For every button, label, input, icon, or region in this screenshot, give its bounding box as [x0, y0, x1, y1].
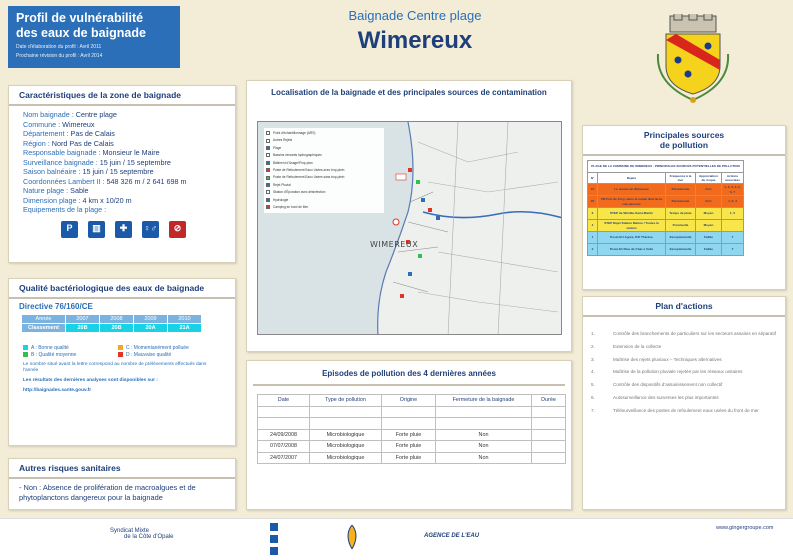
carac-row: Dimension plage : 4 km x 10/20 m [23, 195, 132, 205]
map-legend-item: Rejet Pluvial [266, 182, 382, 189]
table-row [588, 244, 744, 256]
table-row [258, 418, 566, 430]
year-cell: 2010 [168, 315, 202, 324]
table-cell: Fort [696, 196, 722, 208]
map-legend-item: Poste de Refoulement Eaux Usées avec trop-plein [266, 167, 382, 174]
column-header: Fermeture de la baignade [436, 395, 532, 407]
logo-agence-eau: AGENCE DE L'EAU [424, 533, 480, 539]
annee-header: Année [22, 315, 66, 324]
carac-row: Saison balnéaire : 15 juin / 15 septembre [23, 167, 154, 176]
map[interactable] [257, 121, 562, 335]
table-cell: Le réseau de Wimereux [598, 184, 666, 196]
table-cell [436, 406, 532, 418]
list-item-number: 3. [591, 356, 595, 362]
list-item [591, 395, 777, 401]
class-cell: 20A [134, 324, 168, 333]
table-cell: Microbiologique [310, 452, 382, 464]
table-cell: STEP de Wimille-Saint-Martin [598, 208, 666, 220]
table-cell: Fort [696, 184, 722, 196]
list-item [591, 331, 777, 337]
table-cell: Microbiologique [310, 441, 382, 453]
table-header-row [588, 173, 744, 184]
table-cell [382, 406, 436, 418]
map-legend-swatch [266, 183, 270, 187]
map-legend-swatch [266, 168, 270, 172]
legend-swatch [118, 352, 123, 357]
map-legend-swatch [266, 153, 270, 157]
list-item [591, 369, 777, 375]
list-item-number: 4. [591, 369, 595, 375]
date-revision: Prochaine révision du profil : Avril 2014 [16, 53, 103, 59]
list-item [591, 382, 777, 388]
table-cell: 1, 2, 3, 4, 5, 6, 7 [722, 184, 744, 196]
carac-row: Responsable baignade : Monsieur le Maire [23, 148, 160, 157]
page-subtitle: Baignade Centre plage [348, 8, 482, 23]
table-cell: 4 [588, 220, 598, 232]
date-elaboration: Date d'élaboration du profil : Avril 2011 [16, 44, 102, 50]
table-row [588, 196, 744, 208]
table-cell [258, 406, 310, 418]
legend-item: C : Momentanément polluée [118, 345, 213, 352]
table-cell [382, 418, 436, 430]
lifeguard-icon: ✚ [115, 221, 132, 238]
table-cell [436, 418, 532, 430]
column-header: Actions associées [722, 173, 744, 184]
qualite-heading: Qualité bactériologique des eaux de baignade [9, 279, 235, 299]
table-cell: Temps de pluie [666, 208, 696, 220]
sources-heading: Principales sources de pollution [583, 126, 785, 156]
column-header: Appréciation du risque [696, 173, 722, 184]
list-item [591, 408, 777, 414]
table-cell: 1, 3, 4 [722, 196, 744, 208]
classement-header: Classement [22, 324, 66, 333]
table-cell: 24 [588, 184, 598, 196]
table-cell: Ponctuelle [666, 220, 696, 232]
table-cell [532, 441, 566, 453]
table-cell: 24/07/2007 [258, 452, 310, 464]
table-cell: Exceptionnelle [666, 232, 696, 244]
sources-panel [582, 125, 786, 290]
table-cell: 2 [588, 244, 598, 256]
map-legend-item: Bâtiment d'Usage/Prop.plan [266, 160, 382, 167]
map-legend [264, 128, 384, 213]
logo-stripes-icon [270, 523, 278, 555]
map-legend-item: Autres Rejets [266, 137, 382, 144]
legend-swatch [23, 345, 28, 350]
legend-swatch [23, 352, 28, 357]
table-cell: Faible [696, 232, 722, 244]
table-cell [532, 429, 566, 441]
table-cell [310, 406, 382, 418]
equipements-icons [23, 221, 221, 238]
table-cell [532, 406, 566, 418]
table-cell: 6 [588, 208, 598, 220]
list-item-number: 5. [591, 382, 595, 388]
note-prelevements: Le nombre situé avant la lettre correspond au nombre de prélèvements effectués dans l'année [23, 362, 207, 373]
list-item-text: Télésurveillance des postes de refoulement eaux usées du front de mer [613, 407, 759, 413]
table-header-row [258, 395, 566, 407]
map-legend-swatch [266, 131, 270, 135]
profile-title-line2: des eaux de baignade [16, 26, 146, 40]
carac-row: Coordonnées Lambert II : 548 326 m / 2 641 698 m [23, 176, 187, 186]
column-header: Type de pollution [310, 395, 382, 407]
column-header: N° [588, 173, 598, 184]
no-dogs-icon: ⊘ [169, 221, 186, 238]
list-item-number: 6. [591, 394, 595, 400]
qualite-panel [8, 278, 236, 446]
table-cell: Poste EU Rue de Char a Voile [598, 244, 666, 256]
table-cell [258, 418, 310, 430]
map-legend-item: Point d'échantillonnage (ARS) [266, 130, 382, 137]
map-legend-swatch [266, 176, 270, 180]
plan-list [583, 317, 785, 414]
table-cell: Non [436, 429, 532, 441]
table-cell: Permanente [666, 184, 696, 196]
note-resultats: Les résultats des dernières analyses sont disponibles sur : [23, 378, 158, 383]
table-cell: 1 [588, 232, 598, 244]
shower-icon: ▥ [88, 221, 105, 238]
map-legend-item: Poste de Refoulement Eaux Usées sans trop-plein [266, 174, 382, 181]
list-item-number: 7. [591, 407, 595, 413]
map-place-label: WIMEREUX [370, 240, 419, 249]
list-item [591, 344, 777, 350]
table-cell: Moyen [696, 208, 722, 220]
table-cell: Poste EU Agora, Pdf Thérèse [598, 232, 666, 244]
table-cell: Forte pluie [382, 429, 436, 441]
map-legend-item: Hydrologie [266, 197, 382, 204]
table-cell: Exceptionnelle [666, 244, 696, 256]
table-cell: Forte pluie [382, 441, 436, 453]
carac-row: Département : Pas de Calais [23, 129, 115, 138]
list-item-text: Maîtrise de la pollution pluviale rejetée par les réseaux unitaires [613, 369, 743, 375]
legend-item: D : Mauvaise qualité [118, 352, 213, 359]
carac-row: Commune : Wimereux [23, 119, 95, 129]
carac-row: Surveillance baignade : 15 juin / 15 septembre [23, 157, 171, 167]
list-item-number: 1. [591, 331, 595, 336]
classement-table [21, 314, 202, 333]
table-cell: Non [436, 452, 532, 464]
table-cell: 24/09/2008 [258, 429, 310, 441]
column-header: Fréquence à la mer [666, 173, 696, 184]
table-row [258, 452, 566, 464]
table-cell: 25 [588, 196, 598, 208]
table-cell: PR Fort de Croÿ, dans la moitié Sud de la cité pérenne [598, 196, 666, 208]
list-item-text: Extension de la collecte [613, 343, 662, 349]
column-header: Rejets [598, 173, 666, 184]
footer-url[interactable]: www.gingergroupe.com [716, 525, 774, 531]
map-legend-swatch [266, 146, 270, 150]
table-cell [722, 220, 744, 232]
list-item-text: Contrôle des dispositifs d'assainissement non collectif [613, 382, 723, 388]
map-legend-swatch [266, 205, 270, 209]
quality-legend [23, 345, 235, 358]
table-row [258, 406, 566, 418]
class-cell: 21A [168, 324, 202, 333]
parking-icon: P [61, 221, 78, 238]
profile-title-box [8, 6, 180, 68]
table-row [258, 429, 566, 441]
plan-heading: Plan d'actions [583, 297, 785, 317]
table-cell [310, 418, 382, 430]
coat-of-arms-icon [652, 14, 734, 104]
list-item [591, 357, 777, 363]
map-panel [246, 80, 572, 352]
carac-row: Région : Nord Pas de Calais [23, 138, 114, 148]
map-legend-swatch [266, 139, 270, 143]
table-cell: Non [436, 441, 532, 453]
autres-risques-panel [8, 458, 236, 510]
map-legend-swatch [266, 190, 270, 194]
map-legend-swatch [266, 198, 270, 202]
map-legend-item: Bassins versants hydrographiques [266, 152, 382, 159]
episodes-panel [246, 360, 572, 510]
table-cell [532, 452, 566, 464]
year-cell: 2007 [66, 315, 100, 324]
sources-table-title: PLAGE DE LA COMMUNE DE WIMEREUX - PRINCIPALES SOURCES POTENTIELLES DE POLLUTION [588, 161, 744, 173]
plan-actions-panel [582, 296, 786, 510]
year-cell: 2009 [134, 315, 168, 324]
autres-text: - Non : Absence de prolifération de macroalgues et de phytoplanctons dangereux pour la baignade [19, 483, 196, 502]
table-cell: Forte pluie [382, 452, 436, 464]
column-header: Date [258, 395, 310, 407]
table-cell: Permanente [666, 196, 696, 208]
list-item-number: 2. [591, 343, 595, 349]
map-legend-item: Station d'Épuration avec désinfection [266, 189, 382, 196]
table-cell: 1, 5 [722, 208, 744, 220]
logo-region-icon [344, 525, 360, 549]
footer [0, 518, 793, 560]
episodes-table [257, 394, 566, 464]
sources-table [587, 160, 744, 256]
equipements-label: Equipements de la plage : [23, 205, 107, 214]
autres-heading: Autres risques sanitaires [9, 459, 235, 479]
legend-item: A : Bonne qualité [23, 345, 118, 352]
map-legend-item: Plage [266, 145, 382, 152]
caracteristiques-panel [8, 85, 236, 263]
table-row [588, 220, 744, 232]
table-cell: 7 [722, 244, 744, 256]
carac-row: Nom baignade : Centre plage [23, 110, 117, 119]
list-item-text: Autosurveillance des surverses les plus importantes [613, 394, 719, 400]
episodes-heading: Episodes de pollution des 4 dernières années [253, 361, 565, 386]
class-cell: 20B [66, 324, 100, 333]
column-header: Durée [532, 395, 566, 407]
year-cell: 2008 [100, 315, 134, 324]
table-cell: 07/07/2008 [258, 441, 310, 453]
toilets-icon: ♀♂ [142, 221, 159, 238]
legend-item: B : Qualité moyenne [23, 352, 118, 359]
table-row [588, 208, 744, 220]
table-cell: Faible [696, 244, 722, 256]
baignades-link[interactable]: http://baignades.sante.gouv.fr [23, 388, 92, 393]
table-cell: STEP Rejet Station Marine / Toutes la station [598, 220, 666, 232]
profile-title-line1: Profil de vulnérabilité [16, 11, 144, 25]
page-title: Wimereux [357, 27, 473, 54]
class-cell: 20B [100, 324, 134, 333]
table-row [588, 184, 744, 196]
list-item-text: Maîtrise des rejets pluviaux – Techniques alternatives [613, 356, 722, 362]
list-item-text: Contrôle des branchements de particuliers sur les secteurs assainis en séparatif [613, 331, 776, 336]
legend-swatch [118, 345, 123, 350]
table-cell: Moyen [696, 220, 722, 232]
column-header: Origine [382, 395, 436, 407]
map-legend-swatch [266, 161, 270, 165]
directive-label: Directive 76/160/CE [19, 302, 93, 311]
table-cell: 7 [722, 232, 744, 244]
page-title-block [290, 8, 540, 55]
table-cell: Microbiologique [310, 429, 382, 441]
map-title: Localisation de la baignade et des principales sources de contamination [271, 88, 547, 97]
table-row [588, 232, 744, 244]
table-row [258, 441, 566, 453]
map-legend-item: Camping en bord de Mer [266, 204, 382, 211]
table-cell [532, 418, 566, 430]
caracteristiques-heading: Caractéristiques de la zone de baignade [9, 86, 235, 106]
logo-syndicat: Syndicat Mixte de la Côte d'Opale [110, 528, 174, 540]
carac-row: Nature plage : Sable [23, 186, 89, 195]
